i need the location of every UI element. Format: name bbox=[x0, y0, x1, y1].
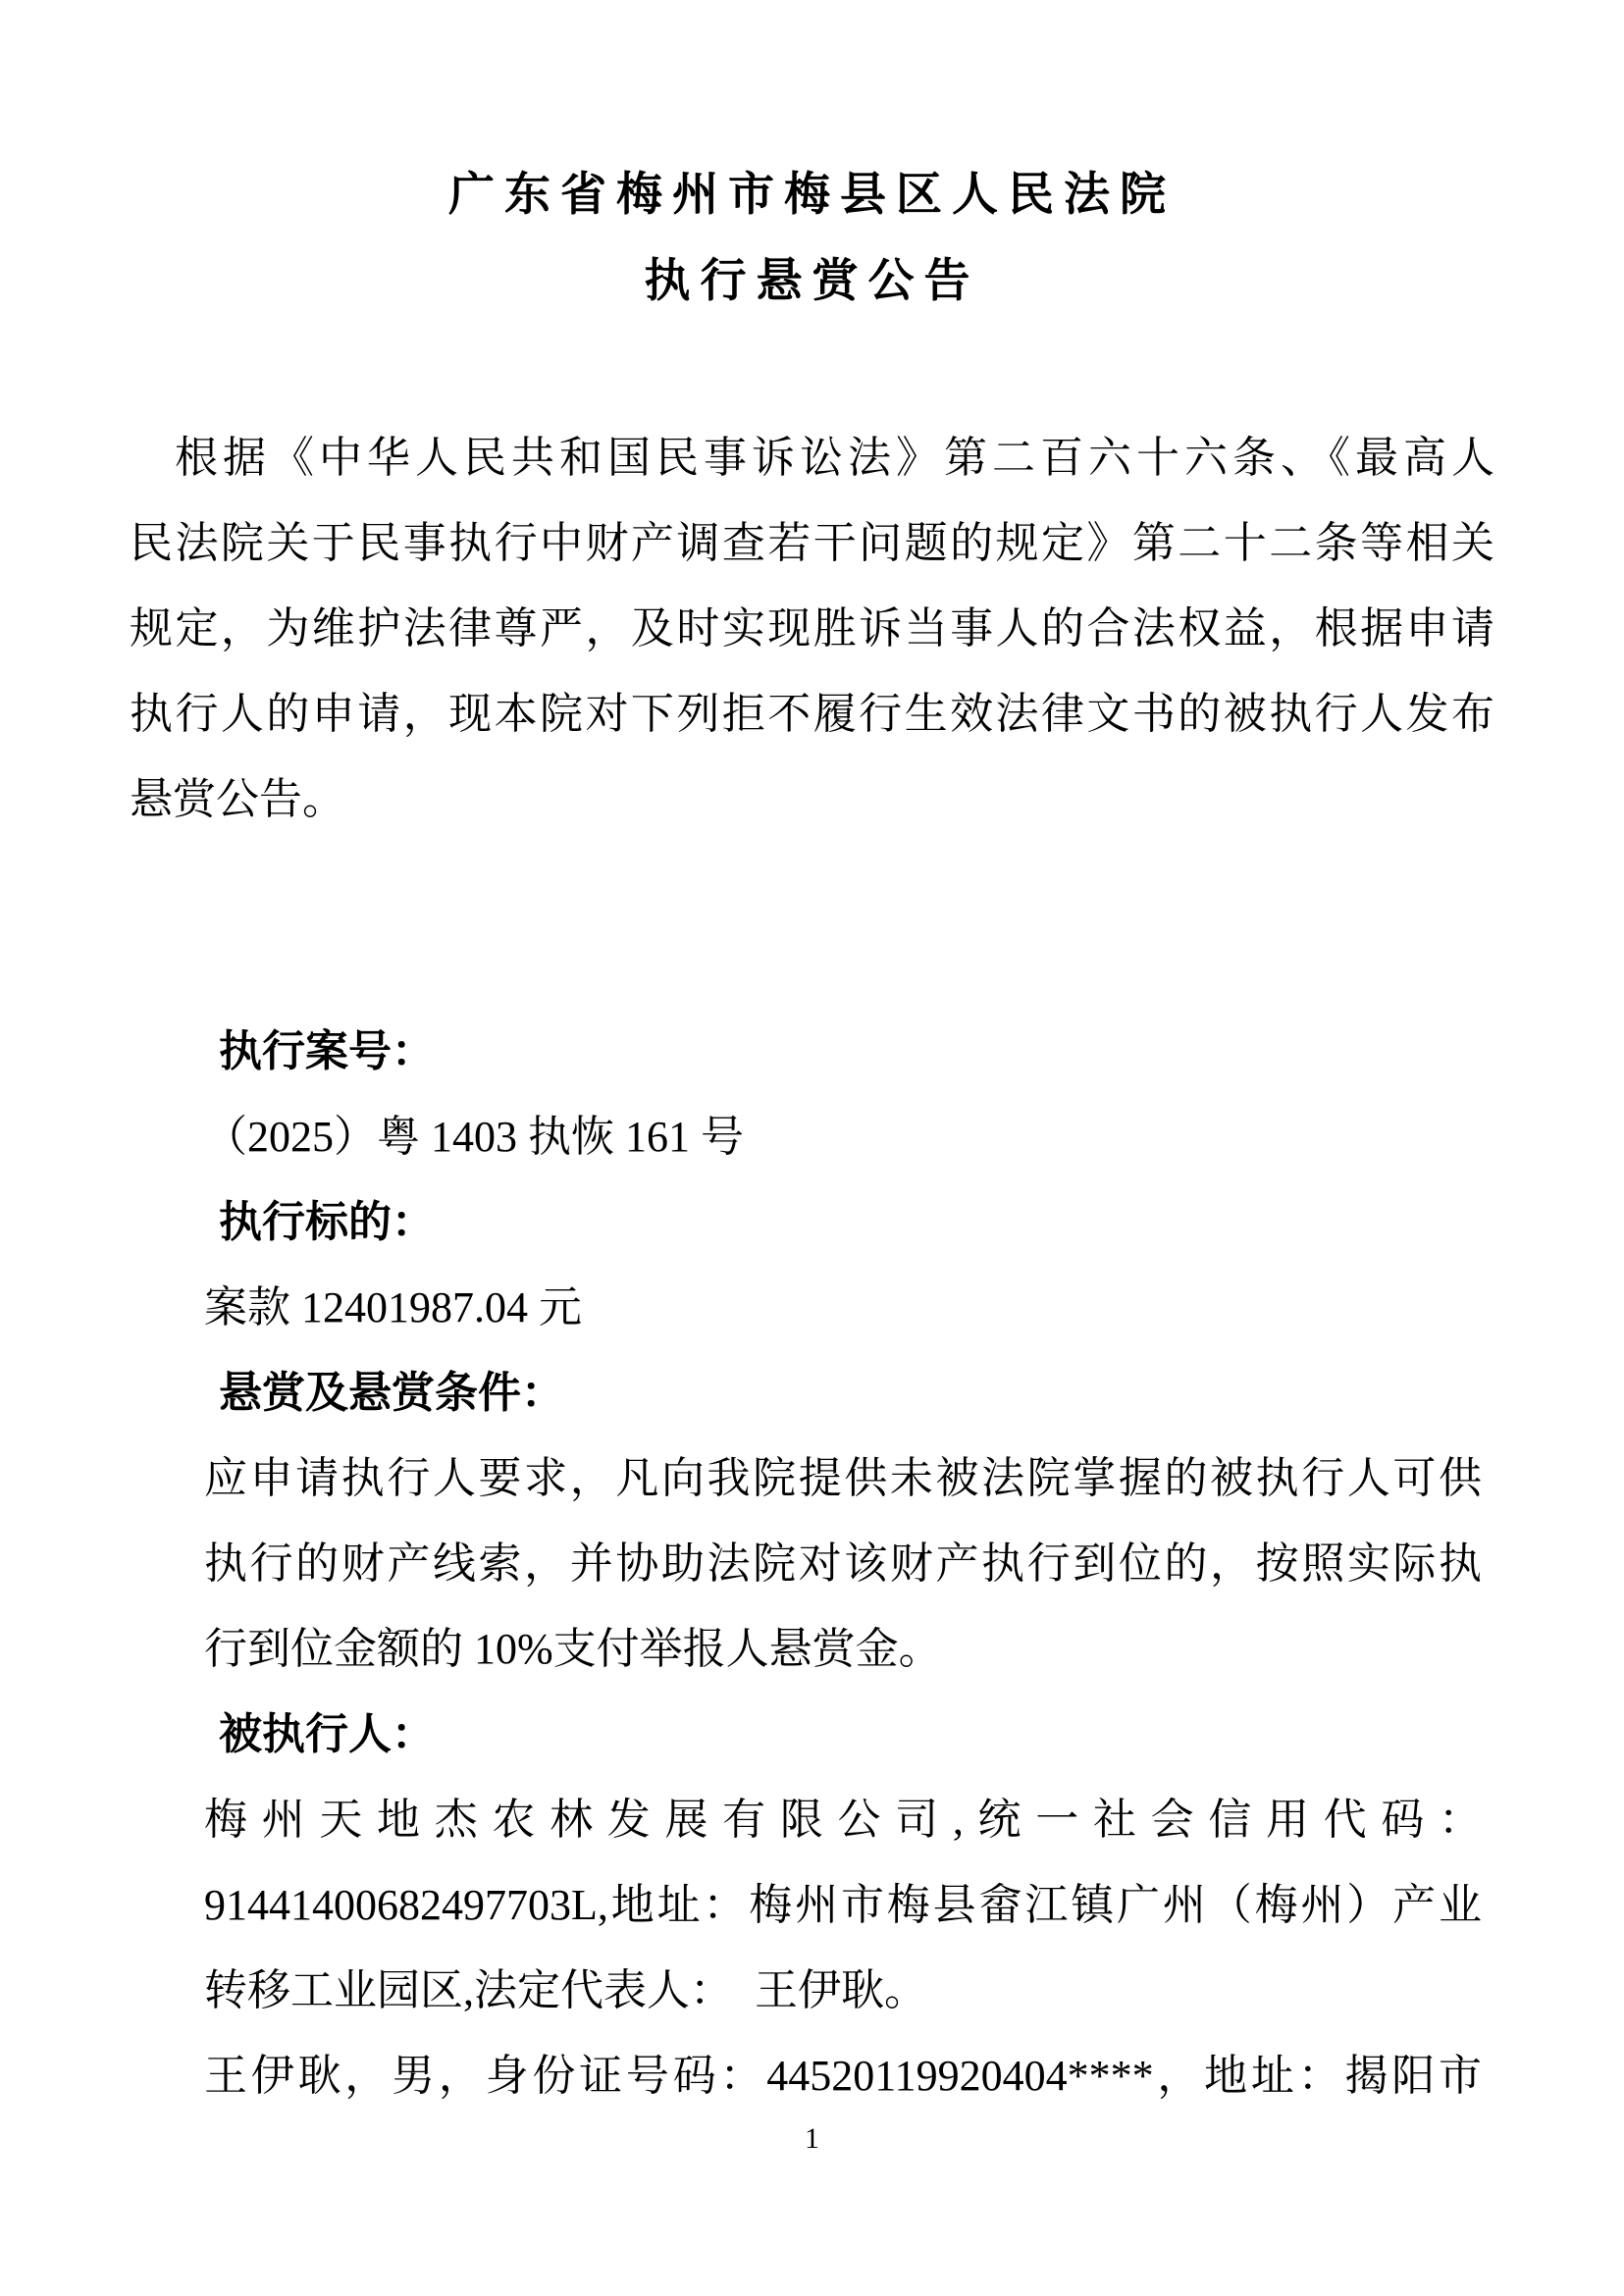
section-line: 梅州天地杰农林发展有限公司,统一社会信用代码： bbox=[204, 1796, 1482, 1844]
section-line: 王伊耿，男，身份证号码：44520119920404****，地址：揭阳市 bbox=[204, 2052, 1482, 2100]
section-heading: 执行案号： bbox=[219, 1027, 435, 1075]
page-number: 1 bbox=[805, 2122, 819, 2155]
notice-sections bbox=[204, 1009, 1482, 2118]
section-line: 91441400682497703L,地址：梅州市梅县畲江镇广州（梅州）产业 bbox=[204, 1881, 1482, 1929]
intro-line: 执行人的申请，现本院对下列拒不履行生效法律文书的被执行人发布 bbox=[130, 690, 1494, 738]
section-line: 应申请执行人要求，凡向我院提供未被法院掌握的被执行人可供 bbox=[204, 1454, 1482, 1502]
section-line: 案款 12401987.04 元 bbox=[204, 1283, 582, 1331]
section-line: 转移工业园区,法定代表人： 王伊耿。 bbox=[204, 1966, 927, 2014]
section-heading: 悬赏及悬赏条件： bbox=[219, 1369, 564, 1417]
document-title-block bbox=[0, 152, 1624, 325]
notice-type-title: 执行悬赏公告 bbox=[644, 256, 980, 307]
section-line: 执行的财产线索，并协助法院对该财产执行到位的，按照实际执 bbox=[204, 1539, 1482, 1588]
intro-paragraph bbox=[130, 415, 1494, 842]
intro-line: 根据《中华人民共和国民事诉讼法》第二百六十六条、《最高人 bbox=[175, 434, 1494, 482]
court-name-title: 广东省梅州市梅县区人民法院 bbox=[448, 170, 1176, 221]
intro-line: 民法院关于民事执行中财产调查若干问题的规定》第二十二条等相关 bbox=[130, 519, 1494, 567]
section-heading: 执行标的： bbox=[219, 1198, 435, 1246]
intro-line: 规定，为维护法律尊严，及时实现胜诉当事人的合法权益，根据申请 bbox=[130, 604, 1494, 652]
section-line: （2025）粤 1403 执恢 161 号 bbox=[204, 1113, 744, 1161]
intro-line: 悬赏公告。 bbox=[130, 775, 345, 823]
section-heading: 被执行人： bbox=[219, 1710, 435, 1758]
section-line: 行到位金额的 10%支付举报人悬赏金。 bbox=[204, 1625, 942, 1673]
